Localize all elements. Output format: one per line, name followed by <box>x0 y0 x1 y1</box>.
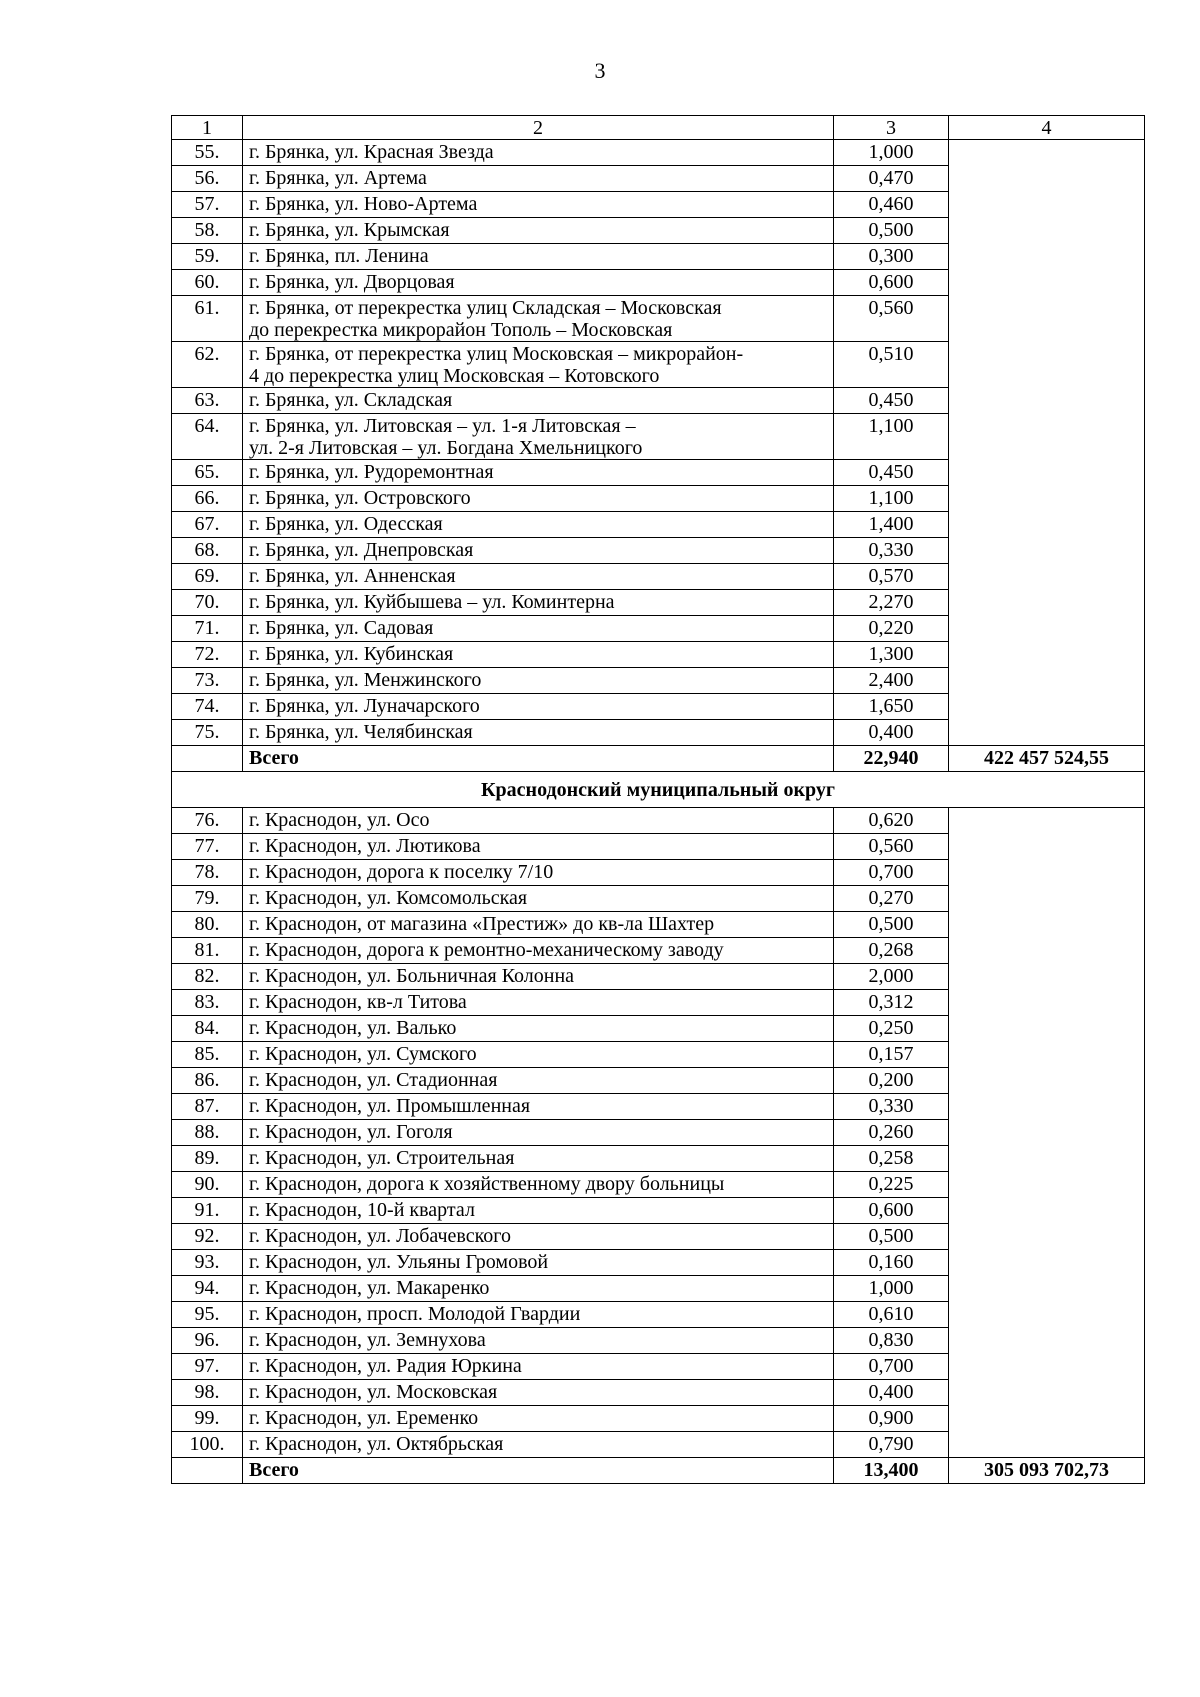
road-name-line: г. Брянка, ул. Островского <box>249 487 471 509</box>
road-name-line: г. Краснодон, просп. Молодой Гвардии <box>249 1303 581 1325</box>
road-name-line: г. Краснодон, ул. Осо <box>249 809 430 831</box>
row-number: 100. <box>172 1432 243 1458</box>
road-length: 0,460 <box>834 192 949 218</box>
row-number: 55. <box>172 140 243 166</box>
road-name <box>243 218 834 244</box>
road-name-line: г. Краснодон, от магазина «Престиж» до кв-ла Шахтер <box>249 913 715 935</box>
road-name-line: г. Краснодон, ул. Гоголя <box>249 1121 453 1143</box>
road-name <box>243 642 834 668</box>
road-name <box>243 834 834 860</box>
table-row <box>172 140 1145 166</box>
road-length: 0,250 <box>834 1016 949 1042</box>
row-number: 67. <box>172 512 243 538</box>
road-name-line: г. Краснодон, ул. Макаренко <box>249 1277 490 1299</box>
road-name <box>243 244 834 270</box>
section-row <box>172 772 1145 808</box>
road-name <box>243 296 834 342</box>
road-name-line: г. Брянка, ул. Крымская <box>249 219 450 241</box>
road-length: 0,620 <box>834 808 949 834</box>
road-name-line: г. Брянка, ул. Дворцовая <box>249 271 455 293</box>
row-number: 79. <box>172 886 243 912</box>
road-length: 0,300 <box>834 244 949 270</box>
road-name-line: г. Брянка, ул. Рудоремонтная <box>249 461 494 483</box>
road-length: 0,268 <box>834 938 949 964</box>
road-name <box>243 938 834 964</box>
row-number: 86. <box>172 1068 243 1094</box>
total-row <box>172 1458 1145 1484</box>
road-length: 0,225 <box>834 1172 949 1198</box>
road-name <box>243 694 834 720</box>
total-cost: 422 457 524,55 <box>949 746 1145 772</box>
road-name <box>243 1406 834 1432</box>
column-number-row <box>172 116 1145 140</box>
road-name-line: г. Краснодон, ул. Московская <box>249 1381 498 1403</box>
road-length: 0,510 <box>834 342 949 388</box>
road-name-line: г. Брянка, ул. Ново-Артема <box>249 193 478 215</box>
road-name-line: г. Краснодон, ул. Земнухова <box>249 1329 486 1351</box>
row-number: 64. <box>172 414 243 460</box>
road-length: 0,330 <box>834 538 949 564</box>
page-number: 3 <box>594 58 606 83</box>
road-length: 0,900 <box>834 1406 949 1432</box>
row-number: 72. <box>172 642 243 668</box>
road-name <box>243 1120 834 1146</box>
road-length: 0,500 <box>834 218 949 244</box>
road-name-line: г. Брянка, ул. Челябинская <box>249 721 473 743</box>
road-length: 0,330 <box>834 1094 949 1120</box>
road-name <box>243 1354 834 1380</box>
road-length: 0,312 <box>834 990 949 1016</box>
road-name-line: г. Брянка, ул. Литовская – ул. 1-я Литовская – <box>249 415 636 437</box>
road-length: 0,258 <box>834 1146 949 1172</box>
road-name <box>243 590 834 616</box>
road-length: 0,160 <box>834 1250 949 1276</box>
road-name <box>243 1250 834 1276</box>
road-name <box>243 1016 834 1042</box>
road-name-line: г. Краснодон, ул. Октябрьская <box>249 1433 504 1455</box>
road-name-line: г. Краснодон, дорога к ремонтно-механическому заводу <box>249 939 724 961</box>
road-length: 0,700 <box>834 860 949 886</box>
road-name-line: г. Краснодон, ул. Еременко <box>249 1407 479 1429</box>
road-length: 1,100 <box>834 486 949 512</box>
table-row <box>172 808 1145 834</box>
section-title: Краснодонский муниципальный округ <box>172 772 1145 808</box>
road-name-line: г. Брянка, ул. Днепровская <box>249 539 474 561</box>
road-name <box>243 964 834 990</box>
road-name-line: г. Краснодон, ул. Стадионная <box>249 1069 498 1091</box>
road-name-line: г. Краснодон, ул. Комсомольская <box>249 887 528 909</box>
total-label: Всего <box>243 1458 834 1484</box>
row-number: 99. <box>172 1406 243 1432</box>
total-number-cell <box>172 746 243 772</box>
total-row <box>172 746 1145 772</box>
road-name <box>243 414 834 460</box>
road-name <box>243 270 834 296</box>
total-length: 22,940 <box>834 746 949 772</box>
road-name-line: г. Краснодон, ул. Лобачевского <box>249 1225 512 1247</box>
road-name <box>243 1042 834 1068</box>
total-number-cell <box>172 1458 243 1484</box>
column-number-2: 2 <box>243 116 834 140</box>
row-number: 71. <box>172 616 243 642</box>
row-number: 85. <box>172 1042 243 1068</box>
road-name <box>243 616 834 642</box>
row-number: 61. <box>172 296 243 342</box>
road-length: 0,200 <box>834 1068 949 1094</box>
road-name <box>243 808 834 834</box>
road-length: 0,450 <box>834 460 949 486</box>
road-length: 0,700 <box>834 1354 949 1380</box>
road-name-line-2: до перекрестка микрорайон Тополь – Московская <box>249 319 673 341</box>
road-length: 1,650 <box>834 694 949 720</box>
road-name-line: г. Брянка, ул. Луначарского <box>249 695 480 717</box>
road-name-line: г. Брянка, пл. Ленина <box>249 245 429 267</box>
cost-cell-merged <box>949 140 1145 746</box>
road-length: 0,600 <box>834 270 949 296</box>
column-number-4: 4 <box>949 116 1145 140</box>
road-name-line: г. Краснодон, дорога к поселку 7/10 <box>249 861 554 883</box>
road-name <box>243 538 834 564</box>
row-number: 77. <box>172 834 243 860</box>
road-name-line: г. Краснодон, ул. Ульяны Громовой <box>249 1251 549 1273</box>
road-length: 2,270 <box>834 590 949 616</box>
road-length: 0,560 <box>834 296 949 342</box>
row-number: 98. <box>172 1380 243 1406</box>
road-name-line: г. Брянка, от перекрестка улиц Московская – микрорайон- <box>249 343 744 365</box>
road-name <box>243 1432 834 1458</box>
road-length: 1,400 <box>834 512 949 538</box>
road-name <box>243 1380 834 1406</box>
row-number: 92. <box>172 1224 243 1250</box>
road-name <box>243 1224 834 1250</box>
road-name-line: г. Краснодон, ул. Строительная <box>249 1147 515 1169</box>
road-name-line: г. Краснодон, ул. Промышленная <box>249 1095 531 1117</box>
row-number: 88. <box>172 1120 243 1146</box>
road-name-line: г. Брянка, ул. Менжинского <box>249 669 482 691</box>
road-name <box>243 486 834 512</box>
total-label: Всего <box>243 746 834 772</box>
road-name-line: г. Брянка, от перекрестка улиц Складская – Московская <box>249 297 722 319</box>
road-name <box>243 860 834 886</box>
row-number: 84. <box>172 1016 243 1042</box>
row-number: 63. <box>172 388 243 414</box>
row-number: 65. <box>172 460 243 486</box>
road-name <box>243 1276 834 1302</box>
total-length: 13,400 <box>834 1458 949 1484</box>
road-name <box>243 166 834 192</box>
road-length: 0,830 <box>834 1328 949 1354</box>
road-length: 2,000 <box>834 964 949 990</box>
road-name-line: г. Краснодон, дорога к хозяйственному двору больницы <box>249 1173 725 1195</box>
road-name <box>243 886 834 912</box>
column-number-3: 3 <box>834 116 949 140</box>
row-number: 62. <box>172 342 243 388</box>
row-number: 83. <box>172 990 243 1016</box>
road-name <box>243 912 834 938</box>
row-number: 58. <box>172 218 243 244</box>
road-length: 0,610 <box>834 1302 949 1328</box>
row-number: 90. <box>172 1172 243 1198</box>
row-number: 96. <box>172 1328 243 1354</box>
road-length: 0,400 <box>834 1380 949 1406</box>
road-length: 0,790 <box>834 1432 949 1458</box>
row-number: 76. <box>172 808 243 834</box>
road-length: 0,570 <box>834 564 949 590</box>
road-length: 0,500 <box>834 1224 949 1250</box>
road-name-line: г. Краснодон, 10-й квартал <box>249 1199 475 1221</box>
road-name-line: г. Брянка, ул. Куйбышева – ул. Коминтерна <box>249 591 615 613</box>
road-name <box>243 720 834 746</box>
road-name-line-2: 4 до перекрестка улиц Московская – Котовского <box>249 365 660 387</box>
road-name-line: г. Брянка, ул. Складская <box>249 389 453 411</box>
road-length: 1,000 <box>834 1276 949 1302</box>
row-number: 78. <box>172 860 243 886</box>
road-name <box>243 1328 834 1354</box>
road-length: 2,400 <box>834 668 949 694</box>
road-length: 0,260 <box>834 1120 949 1146</box>
row-number: 93. <box>172 1250 243 1276</box>
road-name <box>243 140 834 166</box>
road-length: 0,270 <box>834 886 949 912</box>
road-name <box>243 342 834 388</box>
row-number: 68. <box>172 538 243 564</box>
row-number: 75. <box>172 720 243 746</box>
road-length: 0,500 <box>834 912 949 938</box>
road-name <box>243 1302 834 1328</box>
road-name-line: г. Брянка, ул. Кубинская <box>249 643 454 665</box>
column-number-1: 1 <box>172 116 243 140</box>
road-length: 1,300 <box>834 642 949 668</box>
road-name-line: г. Краснодон, ул. Лютикова <box>249 835 481 857</box>
road-length: 0,450 <box>834 388 949 414</box>
road-name <box>243 192 834 218</box>
roads-table <box>171 115 1145 1484</box>
road-name-line: г. Брянка, ул. Артема <box>249 167 427 189</box>
road-name-line: г. Краснодон, ул. Сумского <box>249 1043 477 1065</box>
road-name-line: г. Краснодон, ул. Валько <box>249 1017 457 1039</box>
row-number: 74. <box>172 694 243 720</box>
road-name <box>243 668 834 694</box>
row-number: 81. <box>172 938 243 964</box>
road-name-line-2: ул. 2-я Литовская – ул. Богдана Хмельницкого <box>249 437 643 459</box>
road-name-line: г. Брянка, ул. Красная Звезда <box>249 141 494 163</box>
row-number: 66. <box>172 486 243 512</box>
road-name <box>243 1094 834 1120</box>
road-name <box>243 1068 834 1094</box>
row-number: 69. <box>172 564 243 590</box>
road-name-line: г. Брянка, ул. Садовая <box>249 617 434 639</box>
road-name <box>243 388 834 414</box>
row-number: 56. <box>172 166 243 192</box>
road-name <box>243 990 834 1016</box>
road-length: 1,100 <box>834 414 949 460</box>
row-number: 87. <box>172 1094 243 1120</box>
row-number: 95. <box>172 1302 243 1328</box>
road-name-line: г. Краснодон, ул. Радия Юркина <box>249 1355 522 1377</box>
road-length: 0,157 <box>834 1042 949 1068</box>
road-length: 0,560 <box>834 834 949 860</box>
road-name-line: г. Брянка, ул. Одесская <box>249 513 443 535</box>
road-name <box>243 564 834 590</box>
row-number: 91. <box>172 1198 243 1224</box>
row-number: 57. <box>172 192 243 218</box>
road-name <box>243 1172 834 1198</box>
row-number: 82. <box>172 964 243 990</box>
row-number: 94. <box>172 1276 243 1302</box>
row-number: 60. <box>172 270 243 296</box>
road-name <box>243 512 834 538</box>
row-number: 59. <box>172 244 243 270</box>
road-name <box>243 1146 834 1172</box>
total-cost: 305 093 702,73 <box>949 1458 1145 1484</box>
row-number: 70. <box>172 590 243 616</box>
cost-cell-merged <box>949 808 1145 1458</box>
row-number: 80. <box>172 912 243 938</box>
road-name <box>243 1198 834 1224</box>
road-length: 0,470 <box>834 166 949 192</box>
road-name-line: г. Краснодон, кв-л Титова <box>249 991 467 1013</box>
road-length: 1,000 <box>834 140 949 166</box>
road-name <box>243 460 834 486</box>
road-length: 0,220 <box>834 616 949 642</box>
row-number: 73. <box>172 668 243 694</box>
road-length: 0,600 <box>834 1198 949 1224</box>
row-number: 89. <box>172 1146 243 1172</box>
road-length: 0,400 <box>834 720 949 746</box>
road-name-line: г. Краснодон, ул. Больничная Колонна <box>249 965 575 987</box>
road-name-line: г. Брянка, ул. Анненская <box>249 565 456 587</box>
row-number: 97. <box>172 1354 243 1380</box>
